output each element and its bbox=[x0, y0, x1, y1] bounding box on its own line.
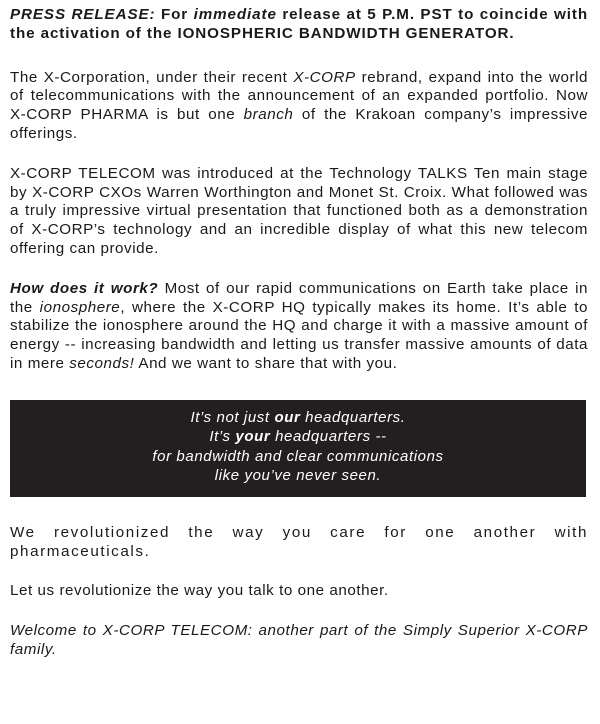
telecom-intro-paragraph: X-CORP TELECOM was introduced at the Technology TALKS Ten main stage by X-CORP CXOs Warren Worthington and Monet St. Croix. What followed was a truly impressive virtual presentation that functioned both as a demonstration of X-CORP’s technology and an incredible display of what this new telecom offering can provide. bbox=[10, 164, 588, 257]
tagline-quote-box bbox=[10, 400, 586, 497]
revolution-paragraph-1: We revolutionized the way you care for one another with pharmaceuticals. bbox=[10, 523, 588, 560]
intro-text-part2: rebrand, expand into the world of telecommunications with the announcement of an expanded portfolio. Now X-CORP PHARMA is but one bbox=[10, 68, 588, 124]
intro-text-part3: of the Krakoan company’s impressive offerings. bbox=[10, 106, 588, 142]
quote-your: your bbox=[235, 428, 271, 446]
intro-paragraph bbox=[10, 69, 588, 144]
ionosphere-term: ionosphere bbox=[39, 298, 121, 316]
intro-brand: X-CORP bbox=[293, 68, 356, 86]
quote-our: our bbox=[274, 408, 301, 426]
quote-line-2: It’s your headquarters -- bbox=[209, 428, 387, 446]
press-release-headline bbox=[10, 6, 588, 44]
how-it-works-question: How does it work? bbox=[10, 279, 159, 297]
quote-line-3: for bandwidth and clear communications bbox=[152, 447, 444, 465]
headline-emphasis: immediate bbox=[193, 6, 277, 23]
seconds-term: seconds! bbox=[69, 354, 135, 372]
revolution-paragraph-2: Let us revolutionize the way you talk to one another. bbox=[10, 582, 389, 600]
quote-line-4: like you’ve never seen. bbox=[214, 467, 382, 485]
headline-text-part1: For bbox=[155, 6, 194, 23]
press-release-label: PRESS RELEASE: bbox=[10, 6, 156, 23]
intro-branch: branch bbox=[243, 106, 294, 124]
how-text-part1: Most of our rapid communications on Earth take place in the bbox=[10, 279, 588, 316]
quote-line-1: It’s not just our headquarters. bbox=[190, 408, 406, 426]
how-it-works-paragraph bbox=[10, 280, 588, 374]
signoff-paragraph: Welcome to X-CORP TELECOM: another part of the Simply Superior X-CORP family. bbox=[10, 622, 588, 658]
intro-text-part1: The X-Corporation, under their recent bbox=[10, 68, 294, 86]
how-text-part2: , where the X-CORP HQ typically makes its home. It’s able to stabilize the ionosphere around the HQ and charge it with a massive amount of energy -- increasing bandwidth and letting us transfer massive amounts of data in mere bbox=[10, 298, 588, 372]
how-text-part3: And we want to share that with you. bbox=[134, 354, 398, 372]
headline-text-part2: release at 5 P.M. PST to coincide with the activation of the IONOSPHERIC BANDWIDTH GENERATOR. bbox=[10, 6, 589, 42]
